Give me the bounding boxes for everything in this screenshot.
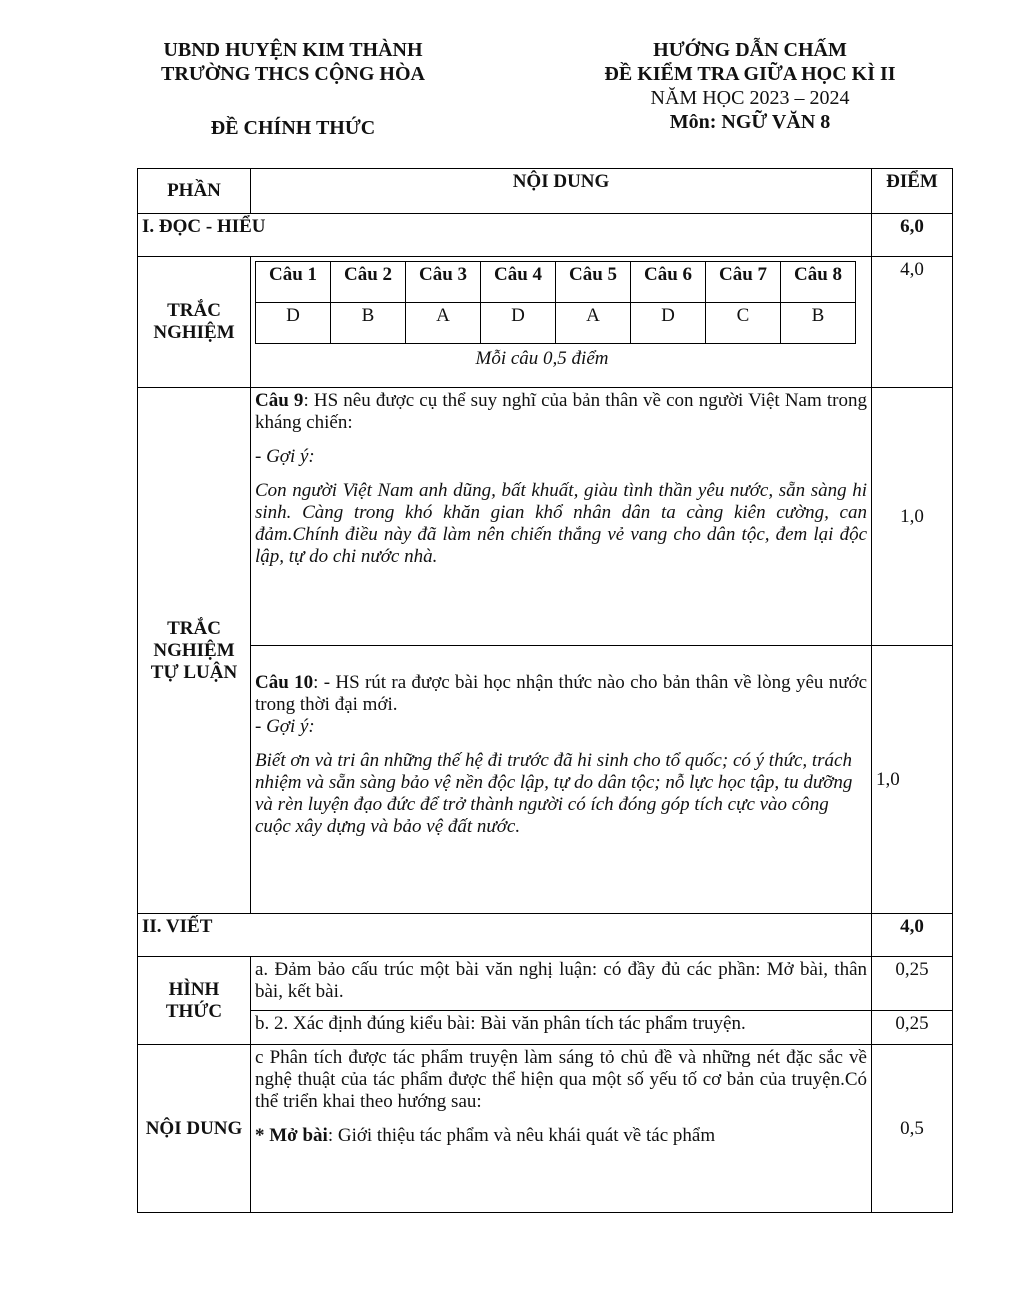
- answer-key-table: [255, 261, 856, 344]
- question-cell: Câu 4: [481, 262, 556, 303]
- question-cell: Câu 7: [706, 262, 781, 303]
- q9-content: [251, 388, 872, 646]
- question-cell: Câu 3: [406, 262, 481, 303]
- exam-title: ĐỀ KIỂM TRA GIỮA HỌC KÌ II: [604, 63, 896, 85]
- q10-content: [251, 646, 872, 914]
- q9-score: 1,0: [872, 388, 953, 646]
- q10-hint: - Gợi ý:: [255, 716, 315, 737]
- answer-cell: C: [706, 303, 781, 344]
- mc-score: 4,0: [872, 257, 953, 388]
- form-a-score: 0,25: [872, 957, 953, 1011]
- form-b-text: b. 2. Xác định đúng kiểu bài: Bài văn phân tích tác phẩm truyện.: [251, 1011, 872, 1045]
- section-score: 4,0: [872, 914, 953, 957]
- grading-table: [137, 168, 953, 1213]
- col-noidung: NỘI DUNG: [251, 169, 872, 214]
- content-text: [251, 1045, 872, 1213]
- document-title-block: [555, 38, 945, 134]
- q10-score: 1,0: [872, 646, 953, 914]
- intro-title: * Mở bài: [255, 1125, 328, 1146]
- mc-note: Mỗi câu 0,5 điểm: [475, 348, 609, 369]
- content-label: NỘI DUNG: [138, 1045, 251, 1213]
- question-cell: Câu 1: [256, 262, 331, 303]
- q10-answer: Biết ơn và tri ân những thế hệ đi trước đã hi sinh cho tổ quốc; có ý thức, trách nhiệm và sẵn sàng bảo vệ nền độc lập, tự do dân tộc; nỗ lực học tập, tu dưỡng và rèn luyện đạo đức để trở thành người có ích đóng góp tích cực vào công cuộc xây dựng và bảo vệ đất nước.: [255, 750, 853, 837]
- form-label: HÌNH THỨC: [138, 957, 251, 1045]
- answer-cell: B: [781, 303, 856, 344]
- q9-title: Câu 9: [255, 390, 304, 411]
- question-cell: Câu 5: [556, 262, 631, 303]
- form-a-row: [138, 957, 953, 1011]
- q10-question: : - HS rút ra được bài học nhận thức nào cho bản thân về lòng yêu nước trong thời đại mới.: [255, 672, 867, 715]
- content-row: [138, 1045, 953, 1213]
- district-name: UBND HUYỆN KIM THÀNH: [163, 39, 423, 61]
- essay-q10-row: [138, 646, 953, 914]
- section-title: I. ĐỌC - HIỂU: [138, 214, 872, 257]
- question-cell: Câu 2: [331, 262, 406, 303]
- school-name: TRƯỜNG THCS CỘNG HÒA: [161, 63, 425, 85]
- school-header: [118, 38, 468, 86]
- section-row: [138, 914, 953, 957]
- answer-cell: B: [331, 303, 406, 344]
- content-score: 0,5: [872, 1045, 953, 1213]
- answer-cell: A: [406, 303, 481, 344]
- form-b-row: [138, 1011, 953, 1045]
- subject: Môn: NGỮ VĂN 8: [669, 111, 831, 133]
- section-title: II. VIẾT: [138, 914, 872, 957]
- col-phan: PHẦN: [138, 169, 251, 214]
- answer-row: [256, 303, 856, 344]
- table-header-row: [138, 169, 953, 214]
- essay-label: TRẮC NGHIỆM TỰ LUẬN: [138, 388, 251, 914]
- content-intro: c Phân tích được tác phẩm truyện làm sáng tỏ chủ đề và những nét đặc sắc về nghệ thuật của tác phẩm được thể hiện qua một số yếu tố cơ bản của truyện.Có thể triển khai theo hướng sau:: [255, 1047, 867, 1112]
- question-row: [256, 262, 856, 303]
- q9-answer: Con người Việt Nam anh dũng, bất khuất, giàu tình thần yêu nước, sẵn sàng hi sinh. Càng trong khó khăn gian khổ nhân dân ta càng kiên cường, can đảm.Chính điều này đã làm nên chiến thắng vẻ vang cho dân tộc, đem lại độc lập, tự do chi nước nhà.: [255, 480, 867, 567]
- intro-text: : Giới thiệu tác phẩm và nêu khái quát về tác phẩm: [327, 1125, 716, 1146]
- question-cell: Câu 6: [631, 262, 706, 303]
- form-b-score: 0,25: [872, 1011, 953, 1045]
- col-diem: ĐIỂM: [872, 169, 953, 214]
- mc-label: TRẮC NGHIỆM: [138, 257, 251, 388]
- section-row: [138, 214, 953, 257]
- answer-cell: A: [556, 303, 631, 344]
- essay-q9-row: [138, 388, 953, 646]
- guide-title: HƯỚNG DẪN CHẤM: [653, 39, 847, 61]
- school-year: NĂM HỌC 2023 – 2024: [650, 87, 850, 109]
- q9-question: : HS nêu được cụ thể suy nghĩ của bản thân về con người Việt Nam trong kháng chiến:: [255, 390, 867, 433]
- form-a-text: a. Đảm bảo cấu trúc một bài văn nghị luận: có đầy đủ các phần: Mở bài, thân bài, kết bài.: [251, 957, 872, 1011]
- q9-hint: - Gợi ý:: [255, 446, 315, 467]
- q10-title: Câu 10: [255, 672, 314, 693]
- question-cell: Câu 8: [781, 262, 856, 303]
- answer-cell: D: [481, 303, 556, 344]
- answer-cell: D: [256, 303, 331, 344]
- section-score: 6,0: [872, 214, 953, 257]
- mc-content: [251, 257, 872, 388]
- official-label: ĐỀ CHÍNH THỨC: [210, 117, 376, 139]
- answer-cell: D: [631, 303, 706, 344]
- multiple-choice-row: [138, 257, 953, 388]
